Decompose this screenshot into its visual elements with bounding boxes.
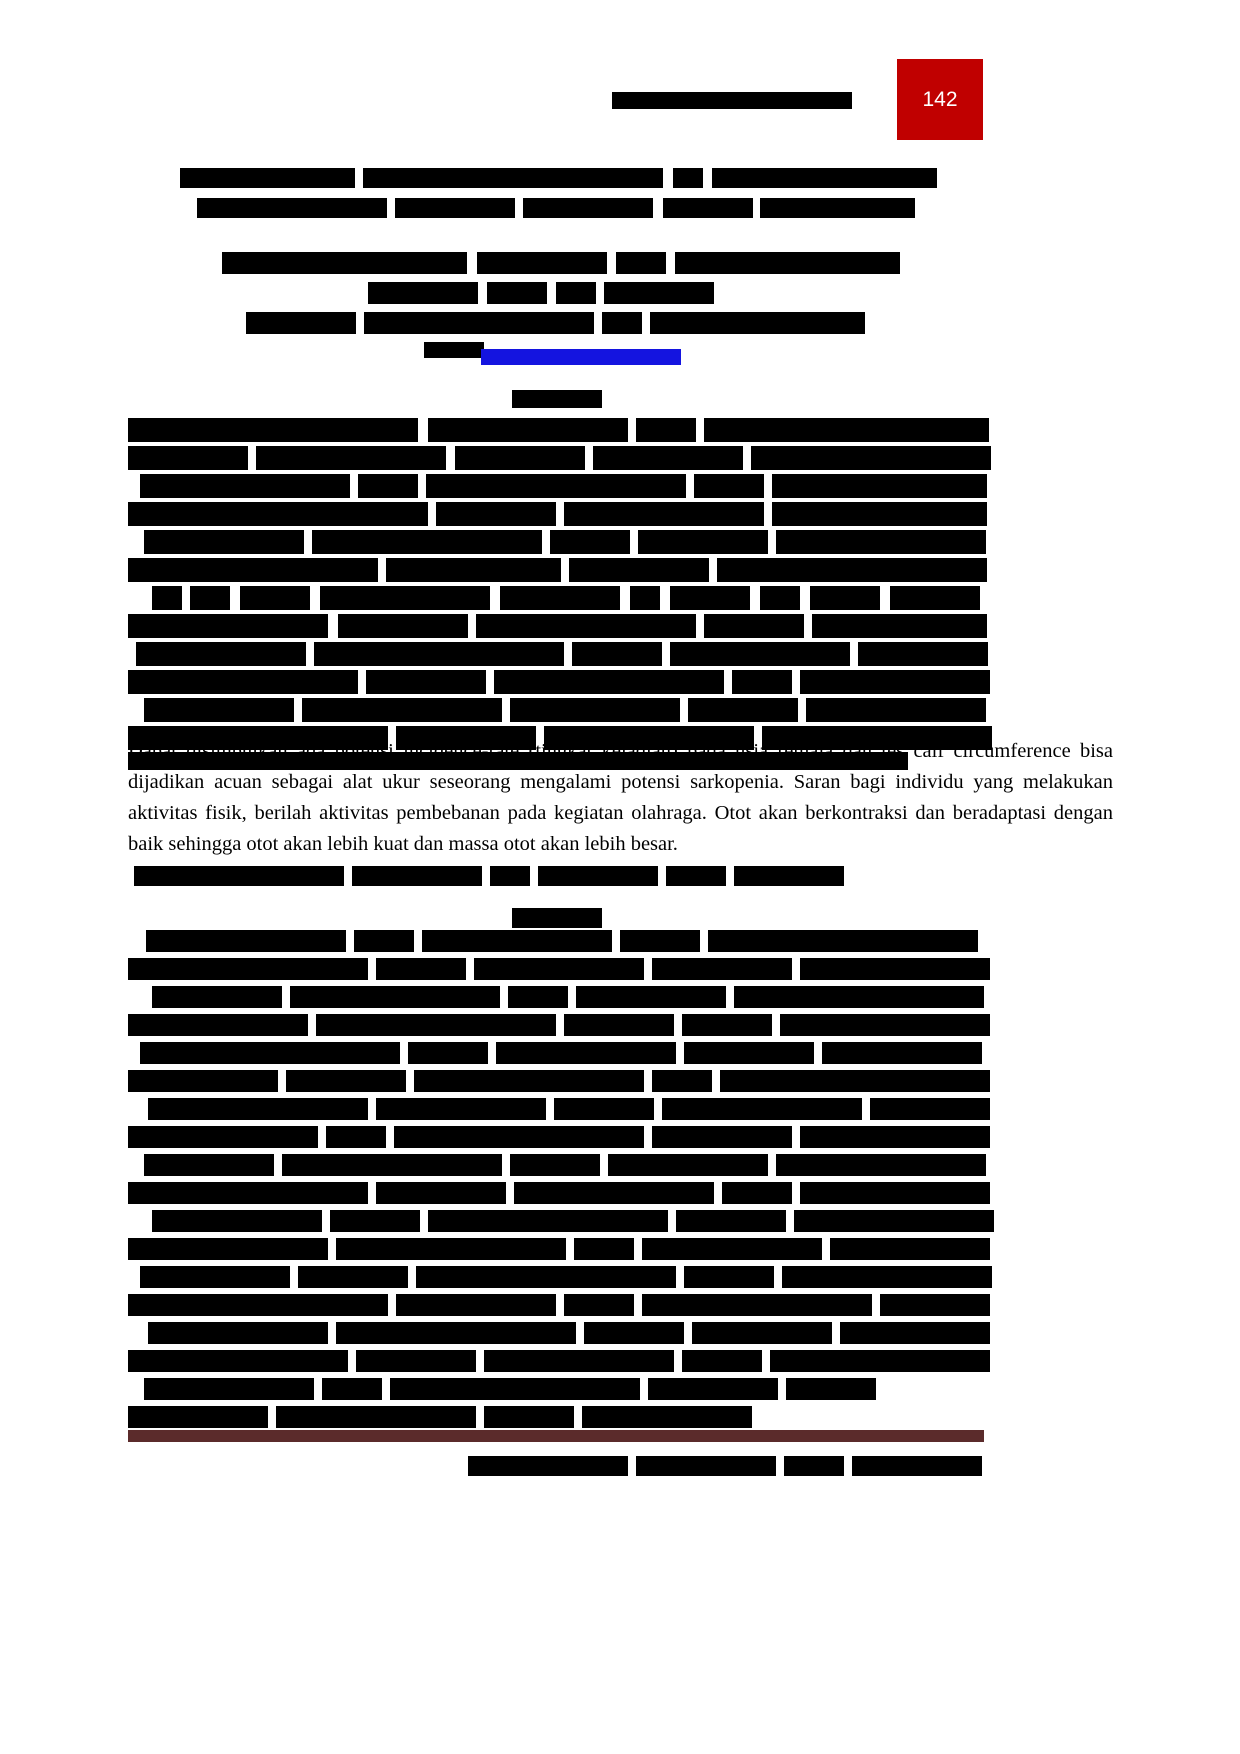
redacted-text-run <box>574 1238 634 1260</box>
page-number: 142 <box>922 87 958 111</box>
redacted-text-run <box>436 502 556 526</box>
horizontal-rule <box>128 1430 984 1442</box>
redacted-text-run <box>786 1378 876 1400</box>
redacted-text-run <box>800 958 990 980</box>
redacted-text-run <box>356 1350 476 1372</box>
redacted-text-run <box>720 1070 990 1092</box>
redacted-text-run <box>812 614 987 638</box>
redacted-text-run <box>152 1210 322 1232</box>
redacted-text-run <box>128 1126 318 1148</box>
redacted-text-run <box>128 958 368 980</box>
redacted-text-run <box>840 1322 990 1344</box>
redacted-text-run <box>620 930 700 952</box>
redacted-text-run <box>336 1238 566 1260</box>
redacted-text-run <box>152 586 182 610</box>
redacted-text-run <box>616 252 666 274</box>
redacted-text-run <box>128 1238 328 1260</box>
redacted-text-run <box>776 1154 986 1176</box>
redacted-text-run <box>584 1322 684 1344</box>
redacted-text-run <box>602 312 642 334</box>
redacted-text-run <box>636 1456 776 1476</box>
redacted-text-run <box>140 1266 290 1288</box>
redacted-text-run <box>822 1042 982 1064</box>
redacted-text-run <box>414 1070 644 1092</box>
redacted-text-run <box>484 1406 574 1428</box>
redacted-text-run <box>128 1070 278 1092</box>
redacted-text-run <box>336 1322 576 1344</box>
redacted-text-run <box>128 670 358 694</box>
redacted-text-run <box>320 586 490 610</box>
redacted-text-run <box>652 1126 792 1148</box>
redacted-text-run <box>148 1098 368 1120</box>
redacted-text-run <box>648 1378 778 1400</box>
redacted-text-run <box>772 474 987 498</box>
redacted-text-run <box>128 558 378 582</box>
redacted-text-run <box>684 1266 774 1288</box>
redacted-text-run <box>673 168 703 188</box>
redacted-text-run <box>368 282 478 304</box>
redacted-text-run <box>652 958 792 980</box>
redacted-text-run <box>282 1154 502 1176</box>
redacted-text-run <box>694 474 764 498</box>
redacted-text-run <box>144 1154 274 1176</box>
redacted-text-run <box>770 1350 990 1372</box>
redacted-text-run <box>782 1266 992 1288</box>
redacted-text-run <box>772 502 987 526</box>
redacted-text-run <box>608 1154 768 1176</box>
redacted-text-run <box>144 530 304 554</box>
redacted-text-run <box>800 1126 990 1148</box>
redacted-text-run <box>424 342 484 358</box>
redacted-text-run <box>666 866 726 886</box>
redacted-text-run <box>800 670 990 694</box>
redacted-text-run <box>134 866 344 886</box>
redacted-text-run <box>572 642 662 666</box>
redacted-text-run <box>794 1210 994 1232</box>
redacted-text-run <box>642 1294 872 1316</box>
redacted-text-run <box>326 1126 386 1148</box>
redacted-text-run <box>408 1042 488 1064</box>
redacted-text-run <box>376 1098 546 1120</box>
redacted-text-run <box>564 1294 634 1316</box>
redacted-text-run <box>314 642 564 666</box>
redacted-text-run <box>806 698 986 722</box>
redacted-text-run <box>784 1456 844 1476</box>
redacted-text-run <box>396 1294 556 1316</box>
page-number-badge <box>897 59 983 140</box>
redacted-text-run <box>426 474 686 498</box>
redacted-text-run <box>144 1378 314 1400</box>
redacted-text-run <box>870 1098 990 1120</box>
redacted-text-run <box>256 446 446 470</box>
redacted-text-run <box>751 446 991 470</box>
redacted-text-run <box>514 1182 714 1204</box>
redacted-text-run <box>800 1182 990 1204</box>
redacted-text-run <box>128 1294 388 1316</box>
redacted-text-run <box>364 312 594 334</box>
redacted-text-run <box>734 866 844 886</box>
redacted-text-run <box>652 1070 712 1092</box>
redacted-text-run <box>128 446 248 470</box>
redacted-text-run <box>290 986 500 1008</box>
redacted-text-run <box>670 642 850 666</box>
redacted-text-run <box>395 198 515 218</box>
redacted-text-run <box>366 670 486 694</box>
redacted-text-run <box>550 530 630 554</box>
redacted-text-run <box>140 474 350 498</box>
redacted-text-run <box>128 1182 368 1204</box>
redacted-text-run <box>140 1042 400 1064</box>
redacted-text-run <box>500 586 620 610</box>
redacted-text-run <box>322 1378 382 1400</box>
redacted-text-run <box>564 1014 674 1036</box>
conclusion-paragraph <box>128 736 1113 860</box>
redacted-text-run <box>554 1098 654 1120</box>
redacted-text-run <box>538 866 658 886</box>
redacted-text-run <box>487 282 547 304</box>
redacted-text-run <box>508 986 568 1008</box>
redacted-text-run <box>240 586 310 610</box>
redacted-text-run <box>708 930 978 952</box>
redacted-text-run <box>152 986 282 1008</box>
redacted-text-run <box>246 312 356 334</box>
redacted-text-run <box>564 502 764 526</box>
redacted-text-run <box>760 586 800 610</box>
redacted-text-run <box>180 168 355 188</box>
redacted-text-run <box>144 698 294 722</box>
redacted-text-run <box>128 1406 268 1428</box>
redacted-text-run <box>302 698 502 722</box>
redacted-text-run <box>670 586 750 610</box>
redacted-text-run <box>136 642 306 666</box>
redacted-text-run <box>276 1406 476 1428</box>
redacted-text-run <box>455 446 585 470</box>
redacted-text-run <box>523 198 653 218</box>
redacted-text-run <box>717 558 987 582</box>
redacted-text-run <box>630 586 660 610</box>
redacted-text-run <box>682 1350 762 1372</box>
redacted-text-run <box>128 418 418 442</box>
redacted-text-run <box>390 1378 640 1400</box>
redacted-text-run <box>330 1210 420 1232</box>
redacted-text-run <box>468 1456 628 1476</box>
redacted-text-run <box>352 866 482 886</box>
redacted-text-run <box>732 670 792 694</box>
redacted-text-run <box>128 614 328 638</box>
redacted-text-run <box>760 198 915 218</box>
redacted-text-run <box>312 530 542 554</box>
redacted-text-run <box>663 198 753 218</box>
redacted-text-run <box>316 1014 556 1036</box>
redacted-text-run <box>286 1070 406 1092</box>
redacted-text-run <box>510 1154 600 1176</box>
redacted-text-run <box>650 312 865 334</box>
redacted-text-run <box>496 1042 676 1064</box>
redacted-text-run <box>494 670 724 694</box>
redacted-text-run <box>830 1238 990 1260</box>
conclusion-paragraph-text: Dapat disimpulkan ada potensi incidence-rate (tingkat kejadian) pada usia remaja dan tes calf circumference bisa dijadikan acuan sebagai alat ukur seseorang mengalami potensi sarkopenia. Saran bagi individu yang melakukan aktivitas fisik, berilah aktivitas pembebanan pada kegiatan olahraga. Otot akan berkontraksi dan beradaptasi dengan baik sehingga otot akan lebih kuat dan massa otot akan lebih besar. <box>128 740 1113 855</box>
redacted-text-run <box>704 418 989 442</box>
redacted-text-run <box>512 908 602 928</box>
redacted-hyperlink[interactable] <box>481 349 681 365</box>
redacted-text-run <box>354 930 414 952</box>
redacted-text-run <box>128 502 428 526</box>
redacted-text-run <box>476 614 696 638</box>
redacted-text-run <box>569 558 709 582</box>
redacted-text-run <box>684 1042 814 1064</box>
redacted-text-run <box>422 930 612 952</box>
redacted-text-run <box>576 986 726 1008</box>
redacted-text-run <box>477 252 607 274</box>
redacted-text-run <box>358 474 418 498</box>
redacted-text-run <box>692 1322 832 1344</box>
redacted-text-run <box>190 586 230 610</box>
redacted-text-run <box>128 1350 348 1372</box>
redacted-text-run <box>338 614 468 638</box>
redacted-text-run <box>298 1266 408 1288</box>
redacted-text-run <box>222 252 467 274</box>
redacted-text-run <box>880 1294 990 1316</box>
redacted-text-run <box>642 1238 822 1260</box>
redacted-text-run <box>638 530 768 554</box>
redacted-text-run <box>704 614 804 638</box>
redacted-text-run <box>712 168 937 188</box>
redacted-text-run <box>484 1350 674 1372</box>
redacted-text-run <box>416 1266 676 1288</box>
redacted-text-run <box>734 986 984 1008</box>
redacted-text-run <box>148 1322 328 1344</box>
redacted-text-run <box>810 586 880 610</box>
redacted-header-title <box>612 92 852 109</box>
redacted-text-run <box>662 1098 862 1120</box>
redacted-text-run <box>858 642 988 666</box>
redacted-text-run <box>428 418 628 442</box>
redacted-text-run <box>376 958 466 980</box>
redacted-text-run <box>474 958 644 980</box>
redacted-text-run <box>128 1014 308 1036</box>
redacted-text-run <box>394 1126 644 1148</box>
redacted-text-run <box>722 1182 792 1204</box>
redacted-text-run <box>852 1456 982 1476</box>
redacted-text-run <box>676 1210 786 1232</box>
redacted-text-run <box>146 930 346 952</box>
redacted-text-run <box>197 198 387 218</box>
redacted-text-run <box>512 390 602 408</box>
redacted-text-run <box>776 530 986 554</box>
redacted-text-run <box>386 558 561 582</box>
redacted-text-run <box>428 1210 668 1232</box>
redacted-text-run <box>636 418 696 442</box>
redacted-text-run <box>890 586 980 610</box>
redacted-text-run <box>780 1014 990 1036</box>
redacted-text-run <box>510 698 680 722</box>
redacted-text-run <box>688 698 798 722</box>
redacted-text-run <box>682 1014 772 1036</box>
redacted-text-run <box>604 282 714 304</box>
redacted-text-run <box>376 1182 506 1204</box>
redacted-text-run <box>582 1406 752 1428</box>
redacted-text-run <box>593 446 743 470</box>
redacted-text-run <box>490 866 530 886</box>
redacted-text-run <box>556 282 596 304</box>
redacted-text-run <box>675 252 900 274</box>
redacted-text-run <box>363 168 663 188</box>
